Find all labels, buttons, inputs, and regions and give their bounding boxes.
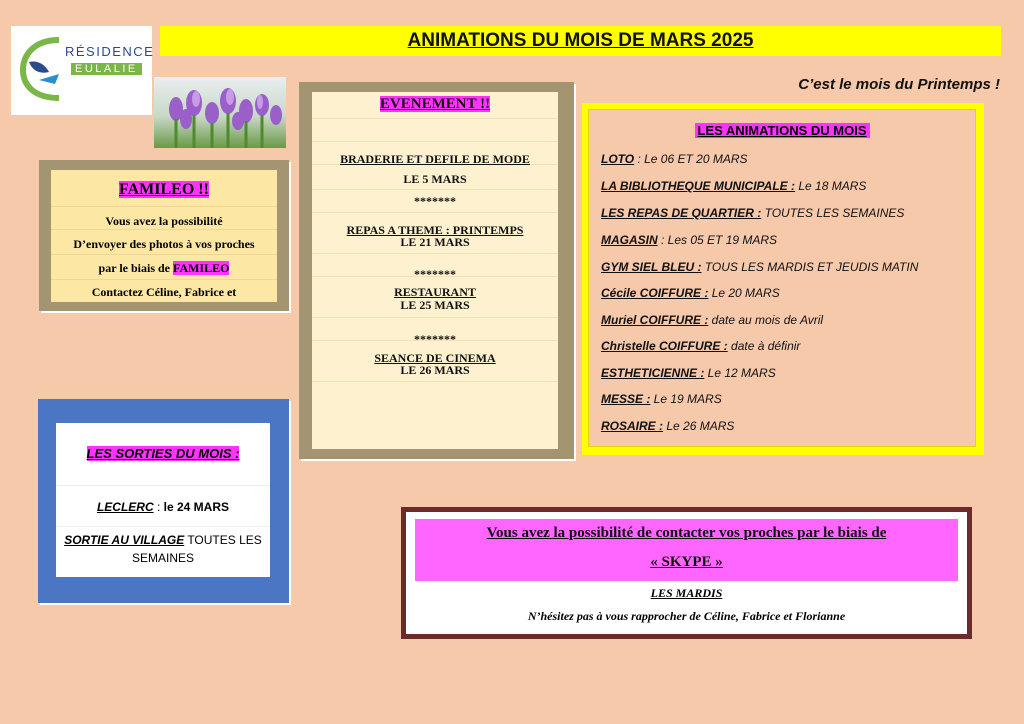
skype-day: LES MARDIS <box>650 586 723 600</box>
crocus-flowers-icon <box>154 77 286 148</box>
sortie-village: SORTIE AU VILLAGE TOUTES LES SEMAINES <box>64 533 262 565</box>
skype-content <box>406 512 967 634</box>
residence-logo <box>11 26 155 115</box>
spring-subtitle: C’est le mois du Printemps ! <box>798 76 1000 93</box>
skype-box <box>401 507 972 639</box>
sorties-title: LES SORTIES DU MOIS : <box>86 446 240 461</box>
animations-box <box>582 103 984 455</box>
famileo-box <box>39 160 289 311</box>
repas-date: LE 21 MARS <box>312 235 558 254</box>
famileo-line2: D’envoyer des photos à vos proches <box>51 230 277 255</box>
crocus-photo <box>154 77 286 148</box>
famileo-line1: Vous avez la possibilité <box>51 207 277 230</box>
animation-item: ROSAIRE : Le 26 MARS <box>601 419 735 433</box>
animation-item: LOTO : Le 06 ET 20 MARS <box>601 152 748 166</box>
animation-item: Christelle COIFFURE : date à définir <box>601 339 801 353</box>
event-title: EVENEMENT !! <box>379 96 491 112</box>
famileo-highlight: FAMILEO <box>173 261 230 275</box>
skype-note: N’hésitez pas à vous rapprocher de Céline, Fabrice et Florianne <box>527 609 846 623</box>
page-title: ANIMATIONS DU MOIS DE MARS 2025 <box>407 30 754 51</box>
event-content <box>312 92 558 449</box>
sorties-content <box>56 423 270 577</box>
logo-swoosh-icon <box>19 34 65 104</box>
cinema-name: SEANCE DE CINEMA <box>374 351 496 365</box>
restaurant-date: LE 25 MARS <box>312 299 558 318</box>
braderie-name: BRADERIE ET DEFILE DE MODE <box>312 142 558 165</box>
animation-item: Muriel COIFFURE : date au mois de Avril <box>601 313 824 327</box>
famileo-title: FAMILEO !! <box>119 181 209 198</box>
cinema-date: LE 26 MARS <box>312 363 558 382</box>
animation-item: Cécile COIFFURE : Le 20 MARS <box>601 286 780 300</box>
repas-name: REPAS A THEME : PRINTEMPS <box>346 223 524 237</box>
logo-line1: RÉSIDENCE <box>65 44 155 59</box>
animation-item: LA BIBLIOTHEQUE MUNICIPALE : Le 18 MARS <box>601 179 867 193</box>
title-banner <box>160 26 1001 56</box>
skype-line1: Vous avez la possibilité de contacter vos proches par le biais de <box>486 525 887 541</box>
separator-3: ******* <box>312 318 558 341</box>
animation-item: LES REPAS DE QUARTIER : TOUTES LES SEMAINES <box>601 206 905 220</box>
animation-item: MAGASIN : Les 05 ET 19 MARS <box>601 233 778 247</box>
animation-item: ESTHETICIENNE : Le 12 MARS <box>601 366 776 380</box>
sorties-box <box>38 399 289 603</box>
skype-line2: « SKYPE » <box>650 554 723 570</box>
animation-item: MESSE : Le 19 MARS <box>601 392 722 406</box>
sortie-leclerc: LECLERC : le 24 MARS <box>56 486 270 527</box>
event-box <box>299 82 574 459</box>
famileo-line3 <box>51 255 277 280</box>
famileo-content <box>51 170 277 302</box>
animations-title: LES ANIMATIONS DU MOIS <box>695 123 870 138</box>
animations-content <box>588 109 976 447</box>
logo-line2: EULALIE <box>71 63 142 75</box>
separator-1: ******* <box>312 190 558 213</box>
skype-banner <box>415 519 958 581</box>
famileo-line4: Contactez Céline, Fabrice et <box>91 285 237 299</box>
braderie-date: LE 5 MARS <box>312 165 558 190</box>
separator-2: ******* <box>312 254 558 277</box>
animation-item: GYM SIEL BLEU : TOUS LES MARDIS ET JEUDIS MATIN <box>601 260 919 274</box>
famileo-line3-prefix: par le biais de <box>98 261 170 275</box>
restaurant-name: RESTAURANT <box>394 285 476 299</box>
